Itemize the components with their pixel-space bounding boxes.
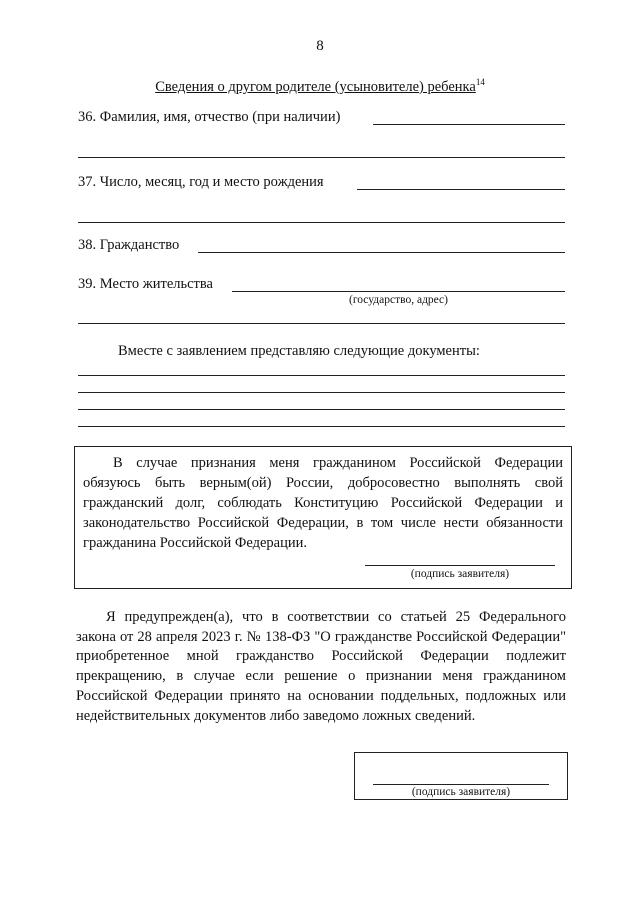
- field-37-input-line-2[interactable]: [78, 222, 565, 223]
- footnote-marker: 14: [475, 77, 485, 87]
- signature-line[interactable]: [373, 784, 549, 785]
- oath-text: В случае признания меня гражданином Российской Федерации обязуюсь быть верным(ой) России, добросовестно выполнять свой гражданский долг, соблюдать Конституцию Российской Федерации и законодательство Российской Федерации, в том числе нести обязанности гражданина Российской Федерации.: [83, 455, 563, 551]
- signature-box: [354, 752, 568, 800]
- documents-line-3[interactable]: [78, 409, 565, 410]
- field-36-input-line[interactable]: [373, 124, 565, 125]
- page-number: 8: [316, 38, 324, 54]
- documents-line-1[interactable]: [78, 375, 565, 376]
- field-36-label: 36. Фамилия, имя, отчество (при наличии): [78, 109, 341, 125]
- section-heading: [0, 77, 640, 96]
- documents-line-4[interactable]: [78, 426, 565, 427]
- oath-box: [74, 446, 572, 589]
- documents-intro: Вместе с заявлением представляю следующие документы:: [118, 343, 480, 359]
- field-37-input-line[interactable]: [357, 189, 565, 190]
- field-39-input-line-2[interactable]: [78, 323, 565, 324]
- field-37-label: 37. Число, месяц, год и место рождения: [78, 174, 324, 190]
- signature-caption: (подпись заявителя): [411, 786, 511, 798]
- field-36-input-line-2[interactable]: [78, 157, 565, 158]
- field-39-input-line[interactable]: [232, 291, 565, 292]
- documents-line-2[interactable]: [78, 392, 565, 393]
- oath-signature-line[interactable]: [365, 565, 555, 566]
- section-heading-text: Сведения о другом родителе (усыновителе) ребенка: [155, 78, 476, 95]
- field-39-label: 39. Место жительства: [78, 276, 213, 292]
- field-38-input-line[interactable]: [198, 252, 565, 253]
- field-39-caption: (государство, адрес): [349, 294, 448, 306]
- warning-text: Я предупрежден(а), что в соответствии со статьей 25 Федерального закона от 28 апреля 2023 г. № 138-ФЗ "О гражданстве Российской Федерации" приобретенное мной гражданство Российской Федерации подлежит прекращению, в случае если решение о признании меня гражданином Российской Федерации принято на основании поддельных, подложных или недействительных документов либо заведомо ложных сведений.: [76, 609, 566, 724]
- field-38-label: 38. Гражданство: [78, 237, 180, 253]
- oath-signature-caption: (подпись заявителя): [410, 568, 510, 580]
